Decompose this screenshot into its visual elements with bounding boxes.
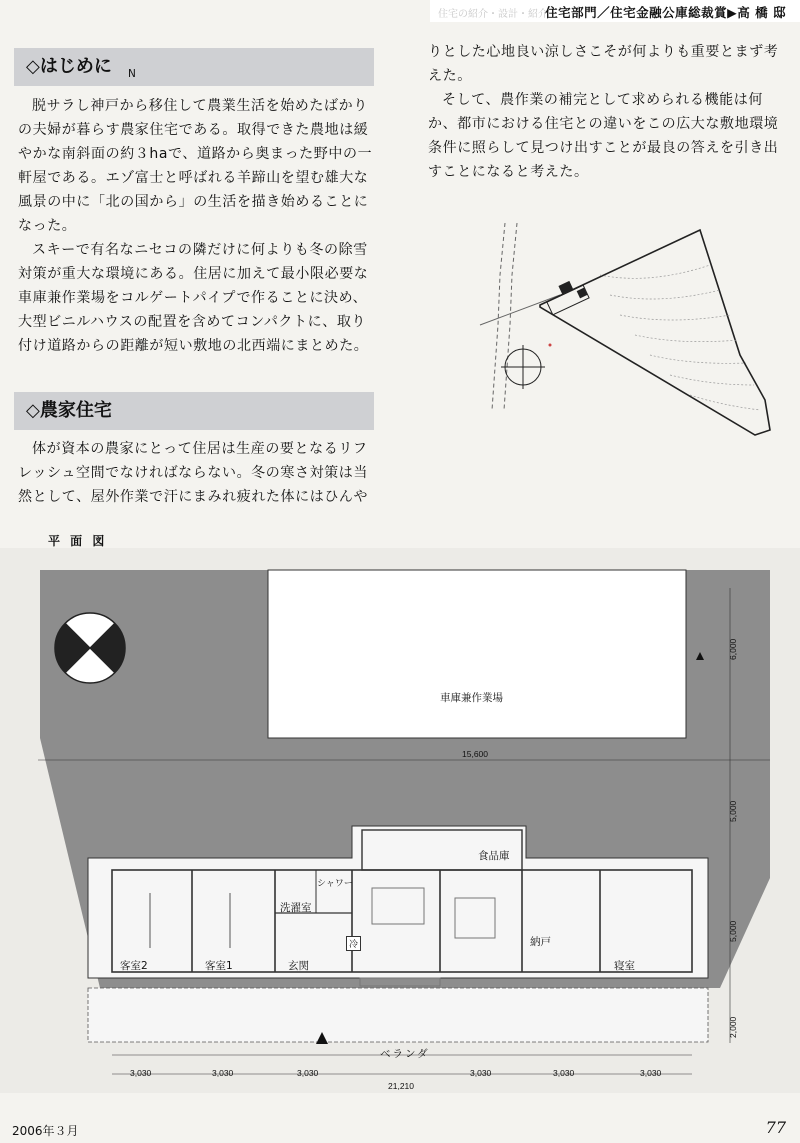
- dim-bay-3: 3,030: [297, 1068, 319, 1078]
- room-garage: 車庫兼作業場: [440, 692, 503, 704]
- farmhouse-text: [18, 437, 374, 509]
- floor-plan-label: 平 面 図: [48, 534, 108, 548]
- right-paragraph-continued: りとした心地良い涼しさこそが何よりも重要とまず考えた。: [428, 44, 779, 84]
- right-paragraph-2: そして、農作業の補完として求められる機能は何か、都市における住宅との違いをこの広大な敷地環境条件に照らして見つけ出すことが最良の答えを引き出すことになると考えた。: [428, 92, 779, 180]
- room-bedroom: 寝室: [614, 960, 635, 972]
- section-heading-farmhouse: ◇農家住宅: [14, 392, 374, 430]
- room-shower: シャワー: [317, 879, 353, 889]
- room-guest2: 客室2: [120, 960, 148, 972]
- dim-total: 21,210: [388, 1081, 414, 1091]
- page-number: 77: [765, 1118, 786, 1137]
- intro-paragraph-2: スキーで有名なニセコの隣だけに何よりも冬の除雪対策が重大な環境にある。住居に加えて最小限必要な車庫兼作業場をコルゲートパイプで作ることに決め、大型ビニルハウスの配置を含めてコンパクトに、取り付け道路からの距離が短い敷地の北西端にまとめた。: [18, 242, 369, 354]
- footer-date: 2006年３月: [12, 1124, 79, 1138]
- intro-text: [18, 94, 374, 358]
- dim-garage-depth: 6,000: [728, 638, 738, 660]
- intro-paragraph-1: 脱サラし神戸から移住して農業生活を始めたばかりの夫婦が暮らす農家住宅である。取得できた農地は緩やかな南斜面の約３haで、道路から奥まった野中の一軒屋である。エゾ富士と呼ばれる羊蹄山を望む雄大な風景の中に「北の国から」の生活を描き始めることになった。: [18, 98, 373, 234]
- dim-gap: 5,000: [728, 800, 738, 822]
- dim-bay-4: 3,030: [470, 1068, 492, 1078]
- header-bar: [430, 0, 800, 22]
- floor-plan-drawing: [0, 548, 800, 1093]
- right-column-text: [428, 40, 786, 184]
- dim-bay-2: 3,030: [212, 1068, 234, 1078]
- room-veranda: ベランダ: [380, 1048, 430, 1060]
- room-guest1: 客室1: [205, 960, 233, 972]
- dim-bay-5: 3,030: [553, 1068, 575, 1078]
- header-title: 住宅部門／住宅金融公庫総裁賞▶高 橋 邸: [545, 5, 786, 20]
- north-label: N: [128, 68, 136, 80]
- site-plan-drawing: [420, 215, 790, 475]
- section-heading-intro: ◇はじめに: [14, 48, 374, 86]
- header-ghost-text: 住宅の紹介・設計・紹介: [438, 9, 548, 20]
- dim-house-depth: 5,000: [728, 920, 738, 942]
- room-pantry: 食品庫: [478, 850, 510, 862]
- dim-bay-1: 3,030: [130, 1068, 152, 1078]
- room-entrance: 玄関: [288, 960, 309, 972]
- dim-veranda-depth: 2,000: [728, 1016, 738, 1038]
- dim-width-top: 15,600: [462, 749, 488, 759]
- room-storage: 納戸: [530, 936, 551, 948]
- farmhouse-paragraph: 体が資本の農家にとって住居は生産の要となるリフレッシュ空間でなければならない。冬の寒さ対策は当然として、屋外作業で汗にまみれ疲れた体にはひんや: [18, 441, 369, 505]
- room-laundry: 洗濯室: [280, 902, 312, 914]
- room-fridge: 冷: [346, 936, 361, 951]
- dim-bay-6: 3,030: [640, 1068, 662, 1078]
